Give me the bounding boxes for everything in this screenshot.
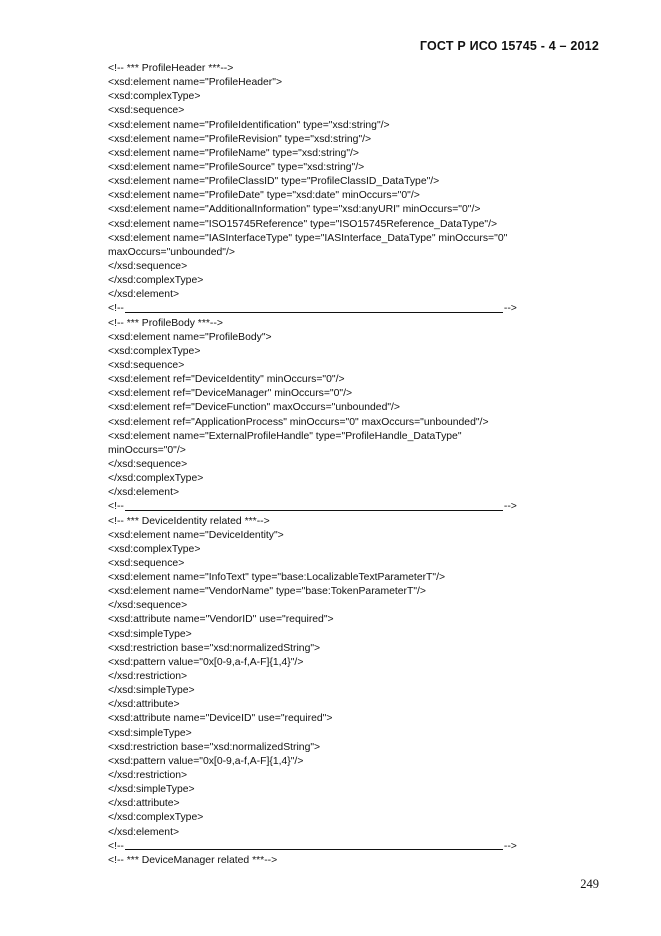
code-line: </xsd:complexType>: [108, 275, 204, 287]
code-line: </xsd:sequence>: [108, 458, 188, 470]
code-line: <xsd:element ref="ApplicationProcess" minOccurs="0" maxOccurs="unbounded"/>: [108, 416, 489, 428]
code-line: <xsd:element name="ProfileRevision" type="xsd:string"/>: [108, 133, 372, 145]
code-line: <xsd:complexType>: [108, 345, 201, 357]
code-line: <!-- *** ProfileHeader ***-->: [108, 63, 234, 74]
code-line: <xsd:element name="ProfileSource" type="xsd:string"/>: [108, 161, 365, 173]
code-line: minOccurs="0"/>: [108, 444, 186, 456]
code-line: <xsd:element name="ProfileName" type="xsd:string"/>: [108, 147, 359, 159]
code-line: </xsd:simpleType>: [108, 784, 195, 796]
page-header-standard-id: ГОСТ Р ИСО 15745 - 4 – 2012: [419, 39, 599, 53]
code-line: <xsd:element name="AdditionalInformation" type="xsd:anyURI" minOccurs="0"/>: [108, 204, 481, 216]
code-line: </xsd:sequence>: [108, 600, 188, 612]
code-line: </xsd:attribute>: [108, 699, 180, 711]
code-line: <!-- *** DeviceManager related ***-->: [108, 854, 278, 866]
code-line: <!-- *** DeviceIdentity related ***-->: [108, 515, 270, 527]
code-line: <xsd:element name="InfoText" type="base:LocalizableTextParameterT"/>: [108, 572, 446, 584]
code-line: </xsd:simpleType>: [108, 685, 195, 697]
code-line: <xsd:element ref="DeviceManager" minOccurs="0"/>: [108, 388, 353, 400]
code-line: </xsd:complexType>: [108, 473, 204, 485]
separator-rule: [125, 849, 503, 850]
code-line: <xsd:simpleType>: [108, 727, 192, 739]
separator-end: -->: [503, 303, 517, 315]
code-line: <xsd:pattern value="0x[0-9,a-f,A-F]{1,4}"/>: [108, 656, 304, 668]
comment-separator-line: [108, 840, 588, 854]
separator-start: <!--: [108, 501, 124, 513]
separator-start: <!--: [108, 303, 124, 315]
separator-rule: [125, 510, 503, 511]
code-line: <xsd:simpleType>: [108, 628, 192, 640]
code-line: <xsd:element ref="DeviceIdentity" minOccurs="0"/>: [108, 374, 345, 386]
separator-start: <!--: [108, 840, 124, 852]
code-line: <xsd:complexType>: [108, 543, 201, 555]
code-line: <xsd:element name="VendorName" type="base:TokenParameterT"/>: [108, 586, 426, 598]
code-line: </xsd:sequence>: [108, 260, 188, 272]
separator-rule: [125, 312, 503, 313]
separator-end: -->: [503, 840, 517, 852]
code-line: <xsd:restriction base="xsd:normalizedString">: [108, 741, 321, 753]
code-line: <xsd:attribute name="VendorID" use="required">: [108, 614, 334, 626]
code-line: <xsd:element name="ProfileIdentification" type="xsd:string"/>: [108, 119, 390, 131]
code-line: </xsd:complexType>: [108, 812, 204, 824]
code-line: <xsd:sequence>: [108, 359, 185, 371]
code-line: <xsd:sequence>: [108, 105, 185, 117]
page-number: 249: [580, 877, 599, 891]
code-line: <!-- *** ProfileBody ***-->: [108, 317, 223, 329]
comment-separator-line: [108, 500, 588, 514]
code-line: <xsd:element ref="DeviceFunction" maxOccurs="unbounded"/>: [108, 402, 400, 414]
code-line: <xsd:element name="ProfileClassID" type="ProfileClassID_DataType"/>: [108, 176, 440, 188]
code-line: </xsd:element>: [108, 826, 180, 838]
code-line: </xsd:attribute>: [108, 798, 180, 810]
code-line: maxOccurs="unbounded"/>: [108, 246, 235, 258]
code-line: <xsd:pattern value="0x[0-9,a-f,A-F]{1,4}"/>: [108, 755, 304, 767]
code-line: <xsd:element name="IASInterfaceType" type="IASInterface_DataType" minOccurs="0": [108, 232, 508, 244]
code-line: <xsd:restriction base="xsd:normalizedString">: [108, 642, 321, 654]
code-line: <xsd:element name="ProfileDate" type="xsd:date" minOccurs="0"/>: [108, 190, 420, 202]
xsd-code-listing: [108, 62, 588, 868]
code-line: <xsd:element name="ProfileHeader">: [108, 77, 283, 89]
code-line: <xsd:sequence>: [108, 557, 185, 569]
code-line: <xsd:element name="DeviceIdentity">: [108, 529, 284, 541]
code-line: <xsd:element name="ISO15745Reference" type="ISO15745Reference_DataType"/>: [108, 218, 498, 230]
code-line: <xsd:complexType>: [108, 91, 201, 103]
separator-end: -->: [503, 501, 517, 513]
code-line: </xsd:element>: [108, 487, 180, 499]
comment-separator-line: [108, 302, 588, 316]
code-line: <xsd:attribute name="DeviceID" use="required">: [108, 713, 333, 725]
code-line: </xsd:restriction>: [108, 671, 188, 683]
code-line: </xsd:restriction>: [108, 770, 188, 782]
code-line: </xsd:element>: [108, 289, 180, 301]
code-line: <xsd:element name="ExternalProfileHandle" type="ProfileHandle_DataType": [108, 430, 462, 442]
code-line: <xsd:element name="ProfileBody">: [108, 331, 272, 343]
